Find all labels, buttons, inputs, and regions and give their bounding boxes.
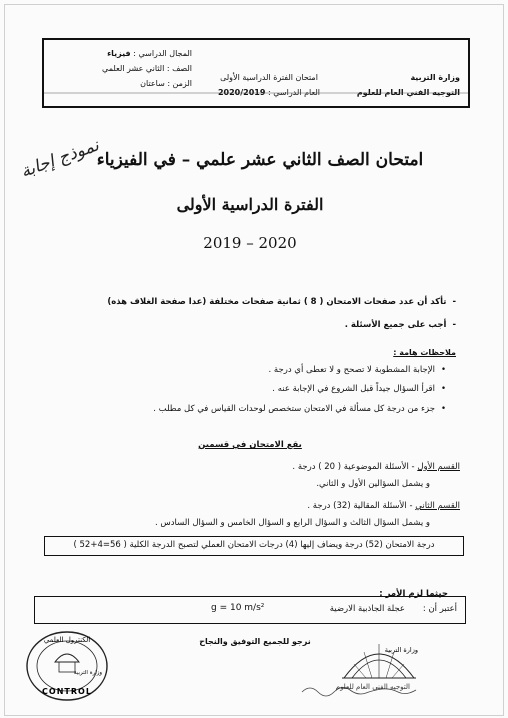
signature-text: التوجيه الفني العام للعلوم: [335, 683, 410, 691]
part-one-label: القسم الأول: [417, 462, 460, 472]
note-item: [272, 384, 446, 394]
subject-label: المجال الدراسي :: [133, 49, 192, 58]
part-two-label: القسم الثاني: [415, 501, 460, 511]
notes-title: ملاحظات هامة :: [393, 348, 456, 357]
emblem-text: وزارة التربية: [384, 646, 418, 654]
time-label: الزمن :: [167, 79, 192, 88]
closing-wish: نرجو للجميع التوفيق والنجاح: [199, 637, 311, 646]
header-divider: [44, 92, 468, 94]
dash-bullet-icon: -: [452, 297, 456, 307]
gravity-value: g = 10 m/s²: [211, 603, 265, 613]
exam-period: الفترة الدراسية الأولى: [176, 195, 324, 214]
note-item: [153, 404, 446, 414]
grade-value: الثاني عشر العلمي: [102, 64, 165, 73]
ministry-name: وزارة التربية: [410, 73, 460, 82]
instruction-item: [345, 320, 456, 330]
instruction-item: [107, 297, 456, 307]
dash-bullet-icon: -: [452, 320, 456, 330]
subject-value: فيزياء: [107, 49, 131, 58]
part-one-text: - الأسئلة الموضوعية ( 20 ) درجة .: [292, 462, 418, 472]
part-two-text: - الأسئلة المقالية (32) درجة .: [307, 501, 416, 511]
control-seal-icon: [22, 628, 112, 708]
year-value: 2020/2019: [217, 88, 266, 97]
constants-box: [34, 596, 466, 624]
grade-label: الصف :: [166, 64, 192, 73]
seal-text-top: الكنترول العلمي: [43, 636, 91, 644]
bullet-icon: •: [440, 404, 446, 414]
note-text: جزء من درجة كل مسألة في الامتحان ستخصص لوحدات القياس في كل مطلب .: [153, 404, 435, 414]
constants-title: حيثما لزم الأمر :: [379, 589, 448, 599]
bullet-icon: •: [440, 384, 446, 394]
seal-text-mid: وزارة التربية: [73, 670, 103, 676]
consider-label: أعتبر أن :: [422, 604, 457, 614]
note-text: الإجابة المشطوبة لا تصحح و لا تعطى أي درجة .: [268, 365, 435, 375]
exam-years: 2019 – 2020: [203, 234, 297, 252]
exam-title: امتحان الصف الثاني عشر علمي – في الفيزياء: [96, 150, 424, 170]
header-subject-column: [62, 46, 192, 91]
bullet-icon: •: [440, 365, 446, 375]
supervision-name: التوجيه الفني العام للعلوم: [356, 88, 460, 97]
note-text: اقرأ السؤال جيداً قبل الشروع في الإجابة عنه .: [272, 384, 435, 394]
part-two-details: و يشمل السؤال الثالث و السؤال الرابع و السؤال الخامس و السؤال السادس .: [154, 518, 430, 528]
total-grade-box: درجة الامتحان (52) درجة ويضاف إليها (4) درجات الامتحان العملي لتصبح الدرجة الكلية ( 56=4+52 ): [44, 536, 464, 556]
part-one-details: و يشمل السؤالين الأول و الثاني.: [316, 479, 430, 489]
exam-name: امتحان الفترة الدراسية الأولى: [220, 73, 318, 82]
instruction-text: أجب على جميع الأسئلة .: [344, 320, 447, 330]
gravity-name: عجلة الجاذبية الارضية: [329, 604, 405, 614]
sections-heading: يقع الامتحان في قسمين: [198, 440, 302, 450]
handwritten-answer-model: نموذج إجابة: [18, 135, 102, 183]
header-box: [42, 38, 470, 108]
part-one: [292, 462, 460, 472]
note-item: [269, 365, 447, 375]
time-value: ساعتان: [140, 79, 165, 88]
year-label: العام الدراسي :: [267, 88, 320, 97]
ministry-emblem-icon: [334, 634, 424, 686]
part-two: [307, 501, 460, 511]
instruction-text: تأكد أن عدد صفحات الامتحان ( 8 ) ثمانية صفحات مختلفة (عدا صفحة الغلاف هذه): [107, 297, 447, 307]
seal-text-control: CONTROL: [42, 687, 92, 696]
